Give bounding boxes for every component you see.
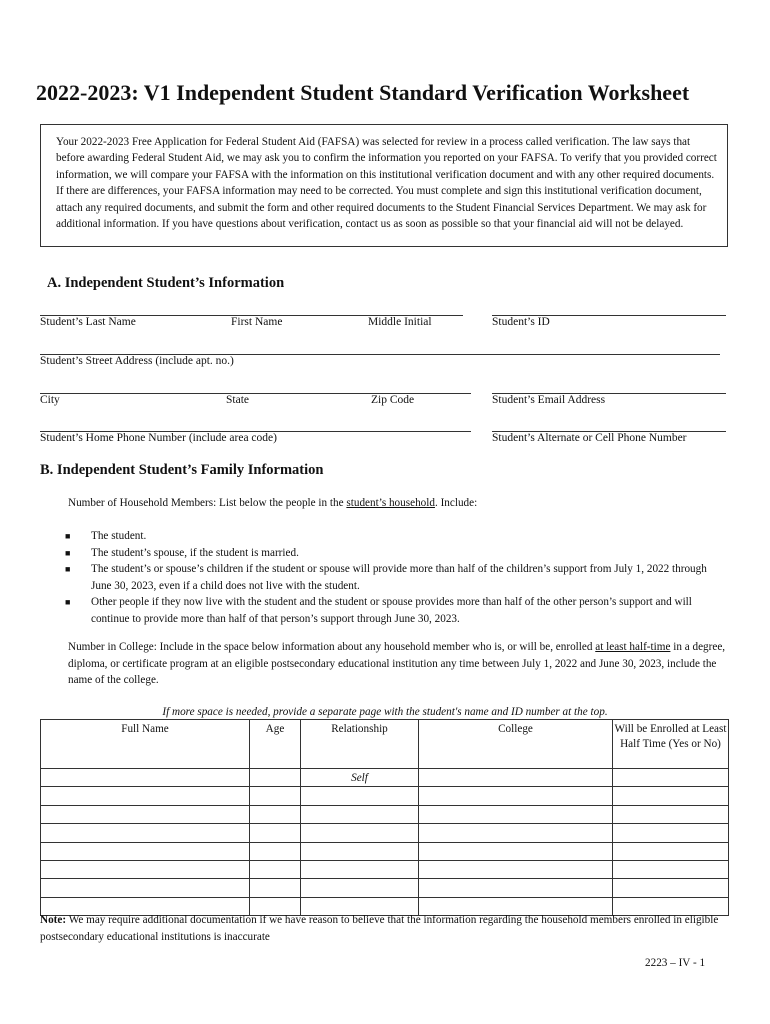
first-name-label: First Name bbox=[231, 316, 283, 328]
table-row bbox=[41, 769, 729, 787]
middle-initial-label: Middle Initial bbox=[368, 316, 432, 328]
bullet-icon: ■ bbox=[65, 564, 71, 574]
alt-phone-label: Student’s Alternate or Cell Phone Number bbox=[492, 432, 687, 444]
table-cell[interactable] bbox=[301, 860, 419, 878]
table-cell[interactable] bbox=[41, 860, 250, 878]
note-label: Note: bbox=[40, 914, 67, 926]
section-b-heading: B. Independent Student’s Family Information bbox=[40, 462, 324, 478]
table-cell[interactable] bbox=[41, 805, 250, 823]
table-cell[interactable] bbox=[301, 842, 419, 860]
note-text: We may require additional documentation if we have reason to believe that the information regarding the household members enrolled in eligible postsecondary educational institutions is inaccurate bbox=[40, 914, 719, 943]
table-cell[interactable] bbox=[419, 860, 613, 878]
table-cell[interactable] bbox=[613, 842, 729, 860]
table-cell[interactable] bbox=[250, 879, 301, 897]
list-item: ■ The student’s or spouse’s children if the student or spouse will provide more than half of the children’s support from July 1, 2022 through June 30, 2023, even if a child does not live with the student. bbox=[65, 563, 707, 592]
table-cell[interactable] bbox=[41, 787, 250, 805]
table-cell[interactable] bbox=[250, 860, 301, 878]
table-cell[interactable] bbox=[613, 879, 729, 897]
table-row bbox=[41, 787, 729, 805]
section-a-heading: A. Independent Student’s Information bbox=[47, 275, 285, 291]
table-cell[interactable] bbox=[41, 879, 250, 897]
table-cell[interactable] bbox=[613, 769, 729, 787]
table-cell[interactable] bbox=[419, 805, 613, 823]
table-cell[interactable] bbox=[419, 787, 613, 805]
table-cell[interactable] bbox=[419, 769, 613, 787]
list-item: ■ The student’s spouse, if the student is married. bbox=[65, 545, 725, 562]
email-label: Student’s Email Address bbox=[492, 394, 606, 406]
street-address-label: Student’s Street Address (include apt. no.) bbox=[40, 355, 234, 367]
table-cell[interactable] bbox=[250, 787, 301, 805]
page-title: 2022-2023: V1 Independent Student Standard Verification Worksheet bbox=[36, 80, 690, 105]
table-cell[interactable] bbox=[301, 879, 419, 897]
table-row bbox=[41, 805, 729, 823]
table-row bbox=[41, 879, 729, 897]
household-intro-end: . Include: bbox=[434, 497, 478, 509]
more-space-note: If more space is needed, provide a separate page with the student's name and ID number at the top. bbox=[162, 706, 608, 718]
zip-label: Zip Code bbox=[371, 394, 415, 406]
page-number: 2223 – IV - 1 bbox=[645, 957, 706, 969]
relationship-self-cell: Self bbox=[301, 769, 419, 787]
table-cell[interactable] bbox=[419, 842, 613, 860]
list-item: ■ Other people if they now live with the student and the student or spouse provides more than half of the other person’s support and will continue to provide more than half of that person’s support through June 30, 2023. bbox=[65, 596, 692, 625]
table-cell[interactable] bbox=[613, 824, 729, 842]
table-cell[interactable] bbox=[250, 824, 301, 842]
col-relationship: Relationship bbox=[301, 720, 419, 769]
table-cell[interactable] bbox=[250, 805, 301, 823]
table-cell[interactable] bbox=[41, 842, 250, 860]
bullet-icon: ■ bbox=[65, 547, 71, 558]
table-cell[interactable] bbox=[250, 769, 301, 787]
state-label: State bbox=[226, 394, 249, 406]
table-cell[interactable] bbox=[41, 824, 250, 842]
table-cell[interactable] bbox=[301, 787, 419, 805]
household-bullet-list bbox=[65, 528, 725, 627]
household-intro-text: Number of Household Members: List below the people in the bbox=[68, 497, 347, 509]
intro-text: Your 2022-2023 Free Application for Federal Student Aid (FAFSA) was selected for review in a process called verification. The law says that before awarding Federal Student Aid, we may ask you to confirm the information you reported on your FAFSA. To verify that you provided correct information, we will compare your FAFSA with the information on this institutional verification document and with any other required documents. If there are differences, your FAFSA information may need to be corrected. You must complete and sign this institutional verification document, attach any required documents, and submit the form and other required documents to the Student Financial Services Department. We may ask for additional information. If you have questions about verification, contact us as soon as possible so that your financial aid will not be delayed. bbox=[56, 136, 717, 231]
col-college: College bbox=[419, 720, 613, 769]
student-id-label: Student’s ID bbox=[492, 316, 550, 328]
household-intro bbox=[68, 495, 477, 512]
college-intro: Number in College: Include in the space below information about any household member who is, or will be, enrolled at least half-time in a degree, diploma, or certificate program at an eligible postsecondary educational institution any time between July 1, 2022 and June 30, 2023, include the name of the college. bbox=[68, 641, 726, 686]
table-cell[interactable] bbox=[419, 824, 613, 842]
col-full-name: Full Name bbox=[41, 720, 250, 769]
table-cell[interactable] bbox=[250, 842, 301, 860]
col-enrolled-half-time: Will be Enrolled at Least Half Time (Yes or No) bbox=[613, 720, 729, 769]
table-cell[interactable] bbox=[613, 787, 729, 805]
last-name-label: Student’s Last Name bbox=[40, 316, 136, 328]
table-header-row bbox=[41, 720, 729, 769]
table-row bbox=[41, 842, 729, 860]
list-item: ■ The student. bbox=[65, 528, 725, 545]
bullet-icon: ■ bbox=[65, 531, 71, 541]
household-link[interactable]: student’s household bbox=[346, 497, 435, 509]
table-cell[interactable] bbox=[301, 824, 419, 842]
household-table bbox=[40, 719, 729, 916]
table-cell[interactable] bbox=[301, 805, 419, 823]
home-phone-label: Student’s Home Phone Number (include area code) bbox=[40, 432, 277, 444]
bullet-icon: ■ bbox=[65, 597, 71, 607]
table-cell[interactable] bbox=[613, 805, 729, 823]
table-row bbox=[41, 860, 729, 878]
intro-box bbox=[40, 124, 728, 247]
half-time-text: at least half-time bbox=[595, 641, 671, 653]
col-age: Age bbox=[250, 720, 301, 769]
table-row bbox=[41, 824, 729, 842]
table-cell[interactable] bbox=[613, 860, 729, 878]
table-note bbox=[40, 912, 730, 945]
table-cell[interactable] bbox=[41, 769, 250, 787]
table-cell[interactable] bbox=[419, 879, 613, 897]
city-label: City bbox=[40, 394, 60, 406]
